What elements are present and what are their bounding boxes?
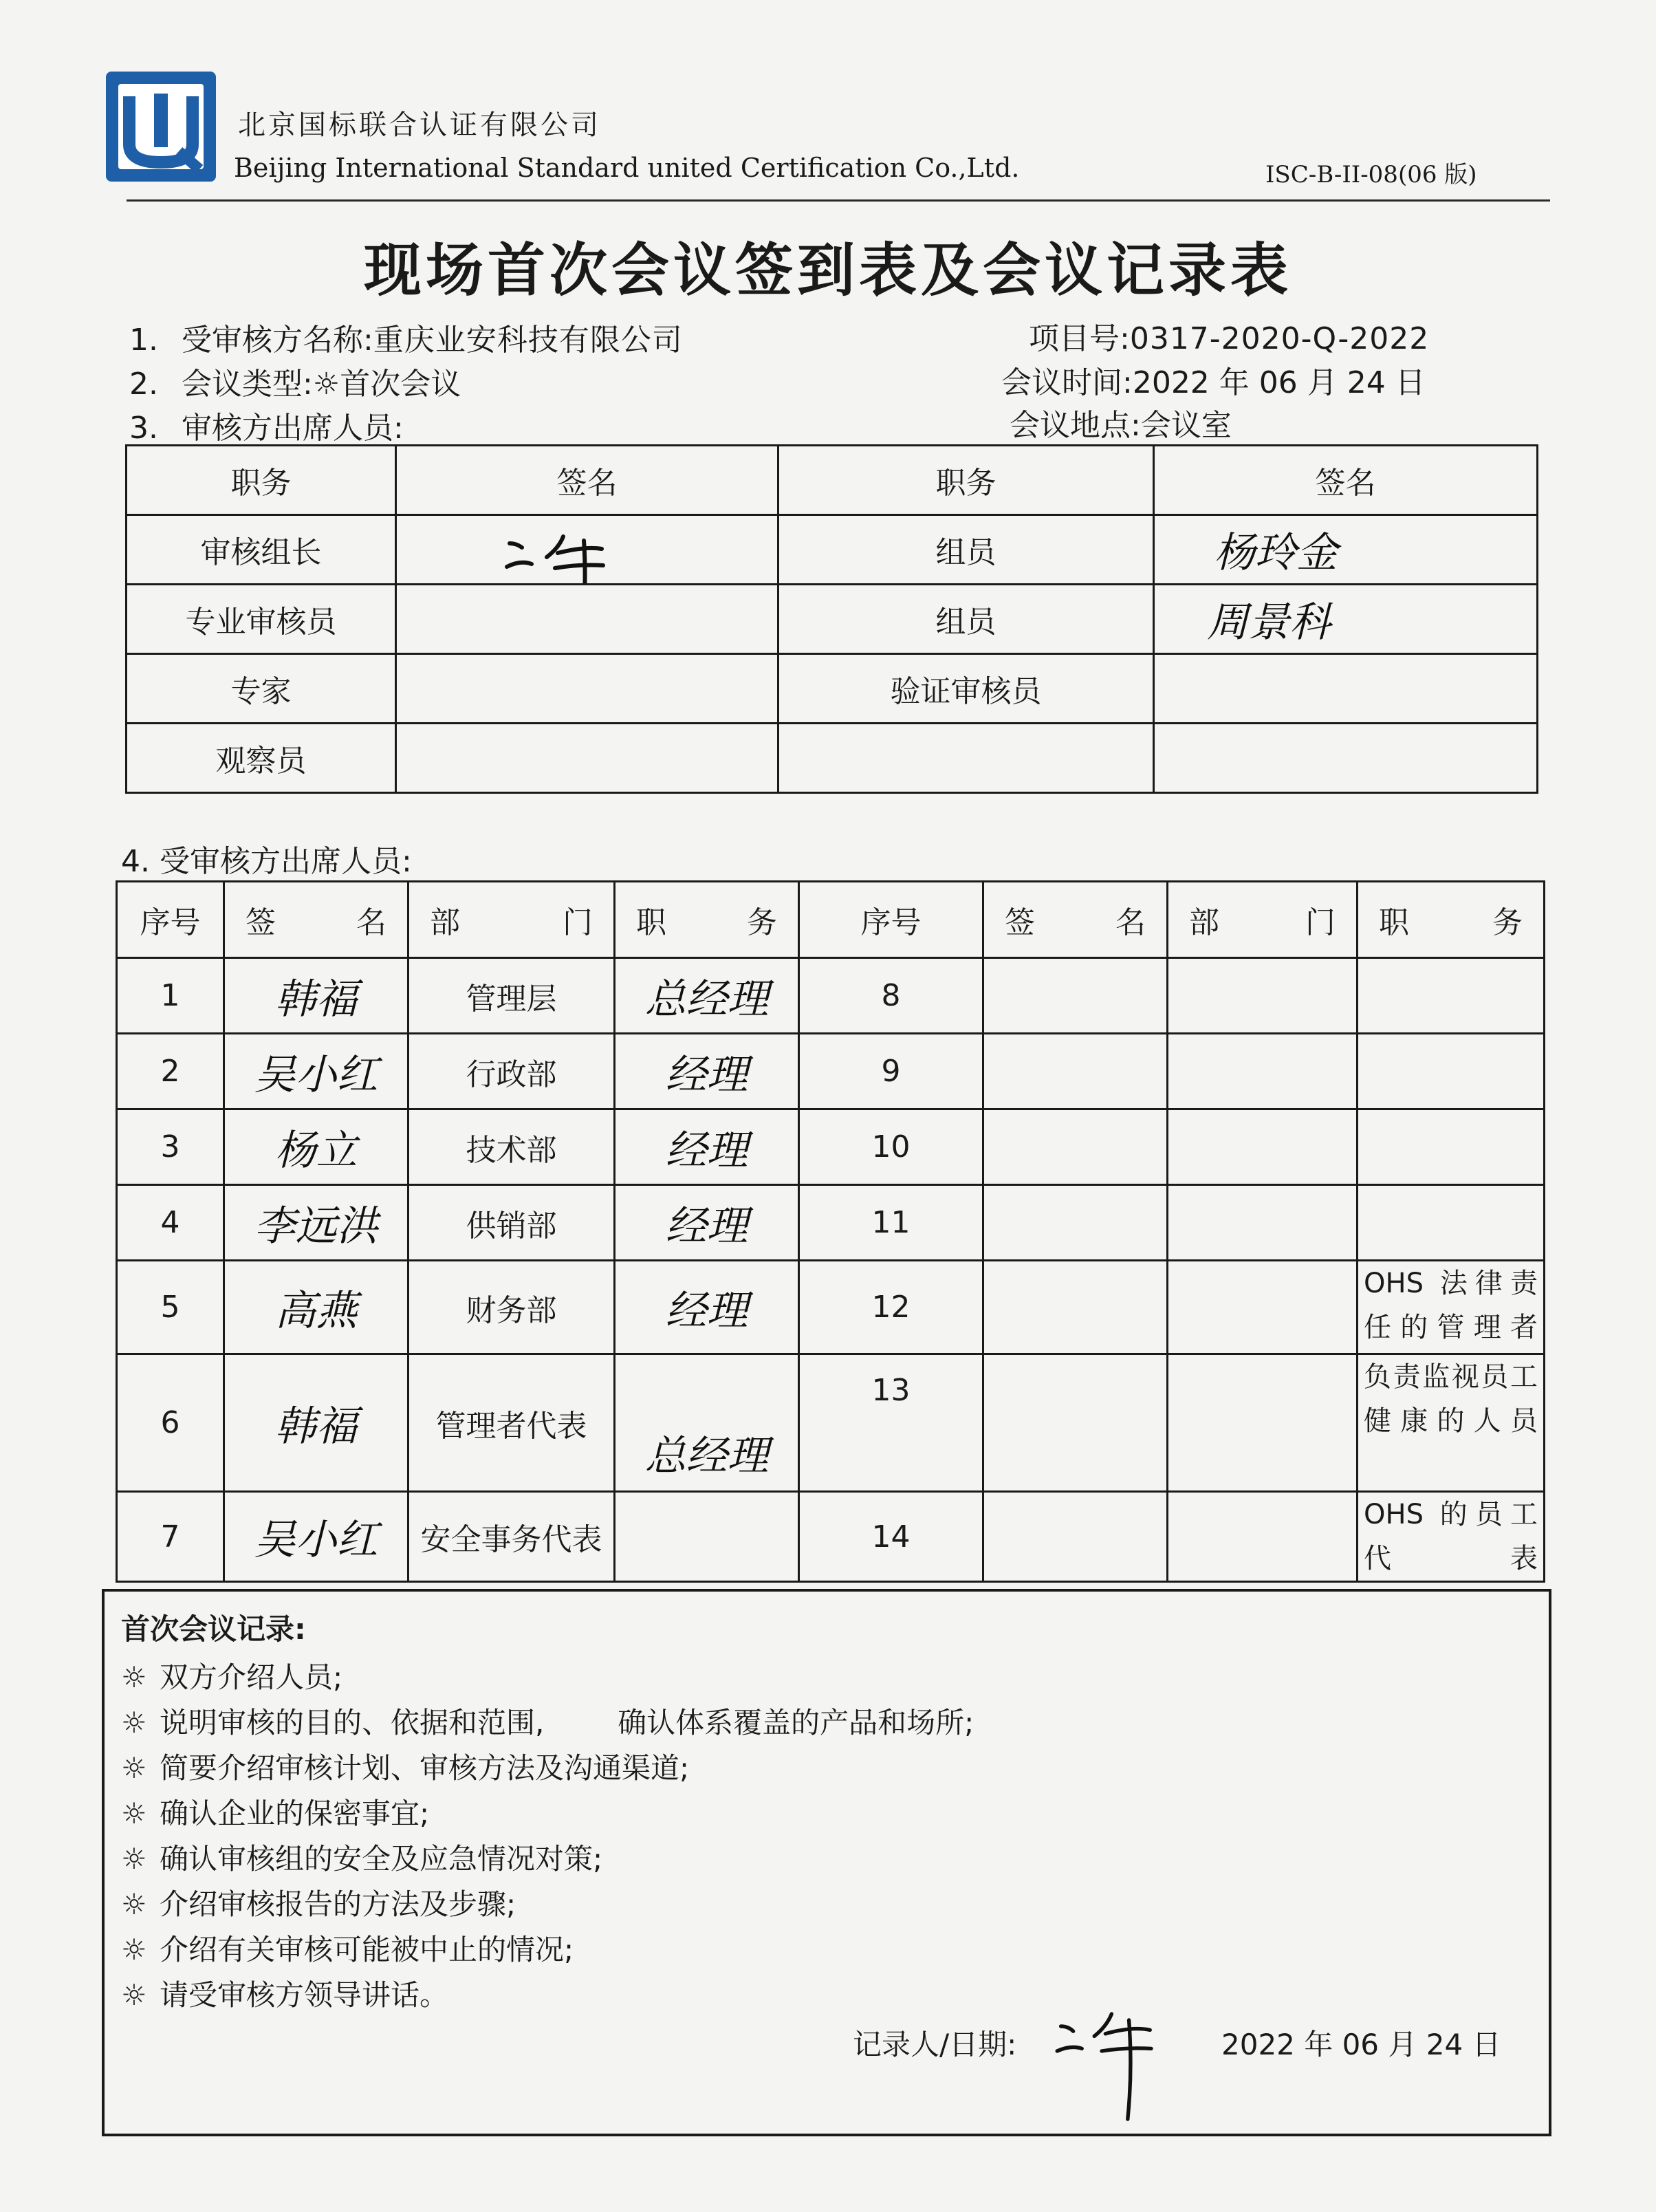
row-seq: 11: [799, 1185, 983, 1261]
attendee-signature: 吴小红: [254, 1050, 378, 1099]
row-position: [615, 1492, 799, 1582]
sun-bullet-icon: ☼: [121, 1978, 147, 2012]
company-name-cn: 北京国标联合认证有限公司: [238, 109, 601, 141]
signature-cell[interactable]: [224, 1354, 408, 1492]
info-num-2: 2.: [129, 367, 158, 402]
table-row: [117, 1354, 1545, 1492]
meeting-time-label: 会议时间:: [1001, 365, 1133, 400]
header-sign-char: 签: [246, 905, 276, 940]
signature-cell[interactable]: [983, 1261, 1168, 1354]
auditee-name-label: 受审核方名称:: [182, 323, 373, 358]
row-department: 管理者代表: [408, 1354, 615, 1492]
header-sign-char: 名: [1115, 905, 1146, 940]
header-signature: [224, 882, 408, 958]
header-department: [1168, 882, 1358, 958]
info-auditee-name: [129, 315, 683, 359]
meeting-place-value: 会议室: [1140, 408, 1232, 443]
row-seq: 4: [117, 1185, 224, 1261]
record-item-text: 说明审核的目的、依据和范围, 确认体系覆盖的产品和场所;: [160, 1706, 974, 1739]
member-signature: 周景科: [1207, 598, 1331, 647]
meeting-place-label: 会议地点:: [1010, 408, 1141, 443]
row-role: [1358, 1109, 1545, 1185]
signature-cell[interactable]: [983, 1109, 1168, 1185]
info-meeting-type: [129, 359, 461, 403]
row-position: [615, 958, 799, 1034]
row-role: OHS 的员工代表: [1358, 1492, 1545, 1582]
row-seq: 2: [117, 1034, 224, 1109]
auditor-row: [127, 585, 1538, 654]
list-item: [121, 1973, 974, 2018]
signature-cell[interactable]: [1154, 515, 1538, 585]
auditor-row: [127, 654, 1538, 724]
signature-cell[interactable]: [1154, 654, 1538, 724]
sun-bullet-icon: ☼: [121, 1751, 147, 1785]
department-cell[interactable]: [1168, 1109, 1358, 1185]
position-handwritten: 总经理: [644, 975, 769, 1023]
row-department: 管理层: [408, 958, 615, 1034]
attendee-signature: 李远洪: [254, 1202, 378, 1250]
meeting-type-label: 会议类型:: [182, 367, 313, 402]
meeting-record-list: [121, 1655, 974, 2018]
row-department: 供销部: [408, 1185, 615, 1261]
signature-cell[interactable]: [224, 1492, 408, 1582]
project-value: 0317-2020-Q-2022: [1129, 321, 1430, 356]
meeting-record-title: 首次会议记录:: [121, 1612, 306, 1646]
signature-cell[interactable]: [1154, 724, 1538, 793]
form-code: ISC-B-II-08(06 版): [1265, 161, 1477, 188]
department-cell[interactable]: [1168, 1261, 1358, 1354]
info-auditor-attendees: [129, 403, 404, 447]
header-pos-char: 务: [747, 905, 777, 940]
record-item-text: 请受审核方领导讲话。: [160, 1978, 449, 2012]
auditee-name-value: 重庆业安科技有限公司: [373, 323, 683, 358]
signature-cell[interactable]: [983, 1185, 1168, 1261]
header-seq: 序号: [117, 882, 224, 958]
meeting-type-value: ☼首次会议: [312, 367, 461, 402]
page-title: 现场首次会议签到表及会议记录表: [363, 237, 1292, 304]
record-item-text: 介绍审核报告的方法及步骤;: [160, 1887, 516, 1921]
signature-cell[interactable]: [983, 1354, 1168, 1492]
recorder-signature[interactable]: [1052, 1995, 1176, 2132]
row-seq: 8: [799, 958, 983, 1034]
position-handwritten: 总经理: [644, 1432, 769, 1480]
auditor-row: [127, 515, 1538, 585]
signature-cell[interactable]: [983, 1492, 1168, 1582]
sun-bullet-icon: ☼: [121, 1933, 147, 1966]
row-seq: 9: [799, 1034, 983, 1109]
auditor-attendees-label: 审核方出席人员:: [182, 411, 404, 446]
row-position: [615, 1034, 799, 1109]
auditor-role: 专业审核员: [127, 585, 396, 654]
row-seq: 14: [799, 1492, 983, 1582]
signature-cell[interactable]: [224, 1109, 408, 1185]
team-leader-signature: [500, 523, 638, 585]
info-meeting-time: [1001, 358, 1426, 402]
header-signature: [983, 882, 1168, 958]
row-seq: 3: [117, 1109, 224, 1185]
header-role: 职务: [127, 446, 396, 515]
record-date: 2022 年 06 月 24 日: [1221, 2028, 1501, 2061]
table-row: [117, 1109, 1545, 1185]
header-dept-char: 门: [563, 905, 593, 940]
info-project: [1029, 314, 1429, 358]
row-role: OHS 法律责任的管理者: [1358, 1261, 1545, 1354]
auditor-table: [125, 444, 1538, 794]
sun-bullet-icon: ☼: [121, 1660, 147, 1694]
record-item-text: 确认审核组的安全及应急情况对策;: [160, 1842, 603, 1876]
signature-cell[interactable]: [224, 1185, 408, 1261]
attendee-signature: 韩福: [274, 1402, 358, 1451]
row-position: [615, 1354, 799, 1492]
member-signature: 杨玲金: [1214, 529, 1338, 577]
info-meeting-place: [1010, 400, 1232, 444]
list-item: [121, 1882, 974, 1927]
row-role: [1358, 1185, 1545, 1261]
position-handwritten: 经理: [665, 1126, 748, 1175]
list-item: [121, 1836, 974, 1882]
attendee-signature: 吴小红: [254, 1516, 378, 1564]
header-pos-char: 务: [1492, 905, 1523, 940]
position-handwritten: 经理: [665, 1202, 748, 1250]
row-seq: 13: [799, 1354, 983, 1492]
row-seq: 5: [117, 1261, 224, 1354]
header-seq: 序号: [799, 882, 983, 958]
table-row: [117, 1185, 1545, 1261]
department-cell[interactable]: [1168, 958, 1358, 1034]
table-row: [117, 1261, 1545, 1354]
row-seq: 10: [799, 1109, 983, 1185]
table-row: [117, 1492, 1545, 1582]
signature-cell[interactable]: [396, 724, 778, 793]
header-sign-char: 名: [356, 905, 386, 940]
record-item-text: 双方介绍人员;: [160, 1660, 343, 1694]
record-item-text: 介绍有关审核可能被中止的情况;: [160, 1933, 574, 1966]
header-dept-char: 部: [430, 905, 460, 940]
company-logo: [103, 69, 219, 184]
auditee-table: [116, 880, 1545, 1583]
auditor-role: 专家: [127, 654, 396, 724]
auditor-role: 组员: [778, 585, 1154, 654]
header-sign-char: 签: [1005, 905, 1035, 940]
department-cell[interactable]: [1168, 1185, 1358, 1261]
signature-cell[interactable]: [396, 654, 778, 724]
row-department: 财务部: [408, 1261, 615, 1354]
record-item-text: 简要介绍审核计划、审核方法及沟通渠道;: [160, 1751, 690, 1785]
auditor-role: 审核组长: [127, 515, 396, 585]
position-handwritten: 经理: [665, 1286, 748, 1335]
row-department: 安全事务代表: [408, 1492, 615, 1582]
attendee-signature: 杨立: [274, 1126, 358, 1175]
list-item: [121, 1927, 974, 1973]
list-item: [121, 1700, 974, 1746]
header-signature: 签名: [1154, 446, 1538, 515]
signature-cell[interactable]: [224, 1034, 408, 1109]
row-role: [1358, 958, 1545, 1034]
attendee-signature: 韩福: [274, 975, 358, 1023]
project-label: 项目号:: [1029, 321, 1130, 356]
list-item: [121, 1655, 974, 1700]
header-position: [1358, 882, 1545, 958]
table-row: [117, 1034, 1545, 1109]
row-department: 技术部: [408, 1109, 615, 1185]
header-pos-char: 职: [636, 905, 666, 940]
list-item: [121, 1746, 974, 1791]
auditor-role: 观察员: [127, 724, 396, 793]
header-role: 职务: [778, 446, 1154, 515]
position-handwritten: 经理: [665, 1050, 748, 1099]
header-pos-char: 职: [1379, 905, 1409, 940]
record-item-text: 确认企业的保密事宜;: [160, 1797, 430, 1830]
attendee-signature: 高燕: [274, 1286, 358, 1335]
row-seq: 1: [117, 958, 224, 1034]
header-dept-char: 门: [1305, 905, 1336, 940]
row-seq: 12: [799, 1261, 983, 1354]
signature-cell[interactable]: [224, 1261, 408, 1354]
signature-cell[interactable]: [983, 958, 1168, 1034]
signature-cell[interactable]: [983, 1034, 1168, 1109]
row-position: [615, 1261, 799, 1354]
row-role: 负责监视员工健康的人员: [1358, 1354, 1545, 1492]
row-department: 行政部: [408, 1034, 615, 1109]
sun-bullet-icon: ☼: [121, 1797, 147, 1830]
auditor-row: [127, 724, 1538, 793]
row-seq: 7: [117, 1492, 224, 1582]
header-department: [408, 882, 615, 958]
signature-cell[interactable]: [224, 958, 408, 1034]
info-num-1: 1.: [129, 323, 158, 358]
sun-bullet-icon: ☼: [121, 1706, 147, 1739]
signature-cell[interactable]: [396, 515, 778, 585]
sun-bullet-icon: ☼: [121, 1842, 147, 1876]
auditor-header-row: [127, 446, 1538, 515]
header-signature: 签名: [396, 446, 778, 515]
info-num-3: 3.: [129, 411, 158, 446]
department-cell[interactable]: [1168, 1034, 1358, 1109]
header-divider: [127, 199, 1550, 202]
company-name-en: Beijing International Standard united Certification Co.,Ltd.: [234, 153, 1020, 183]
sun-bullet-icon: ☼: [121, 1887, 147, 1921]
auditor-role: 验证审核员: [778, 654, 1154, 724]
meeting-time-value: 2022 年 06 月 24 日: [1132, 365, 1426, 400]
table-row: [117, 958, 1545, 1034]
header-dept-char: 部: [1189, 905, 1219, 940]
header-position: [615, 882, 799, 958]
auditee-header-row: [117, 882, 1545, 958]
auditee-attendees-label: 4. 受审核方出席人员:: [121, 844, 412, 879]
auditor-role: 组员: [778, 515, 1154, 585]
recorder-label: 记录人/日期:: [853, 2028, 1017, 2061]
list-item: [121, 1791, 974, 1836]
row-role: [1358, 1034, 1545, 1109]
signature-cell[interactable]: [396, 585, 778, 654]
department-cell[interactable]: [1168, 1354, 1358, 1492]
signature-cell[interactable]: [1154, 585, 1538, 654]
department-cell[interactable]: [1168, 1492, 1358, 1582]
row-seq: 6: [117, 1354, 224, 1492]
auditor-role: [778, 724, 1154, 793]
row-position: [615, 1109, 799, 1185]
row-position: [615, 1185, 799, 1261]
